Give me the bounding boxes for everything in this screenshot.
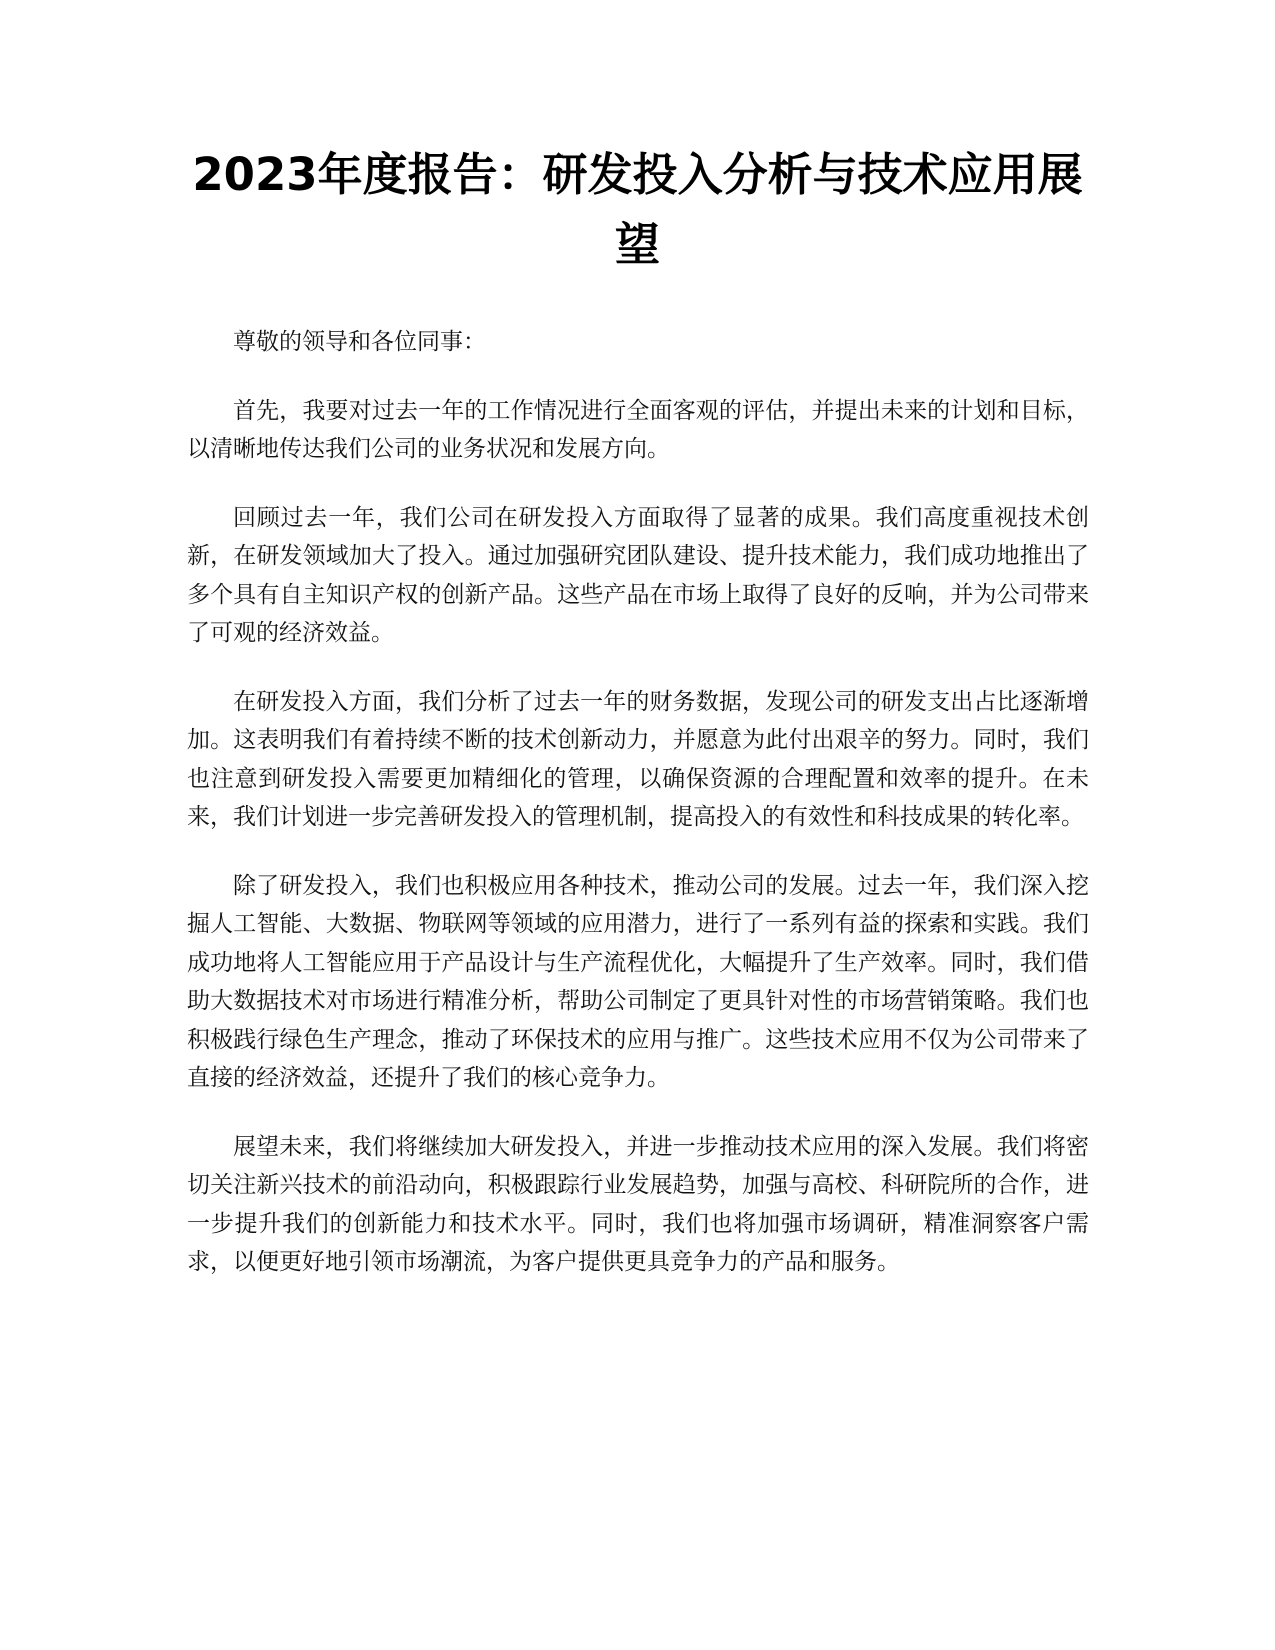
- intro-paragraph: 首先，我要对过去一年的工作情况进行全面客观的评估，并提出未来的计划和目标，以清晰地传达我们公司的业务状况和发展方向。: [187, 397, 1089, 462]
- review-paragraph: 回顾过去一年，我们公司在研发投入方面取得了显著的成果。我们高度重视技术创新，在研发领域加大了投入。通过加强研究团队建设、提升技术能力，我们成功地推出了多个具有自主知识产权的创新产品。这些产品在市场上取得了良好的反响，并为公司带来了可观的经济效益。: [187, 504, 1089, 646]
- document-title: 2023年度报告：研发投入分析与技术应用展望: [192, 148, 1083, 271]
- document-body: [187, 323, 1089, 1312]
- salutation-paragraph: 尊敬的领导和各位同事：: [233, 329, 486, 355]
- outlook-paragraph: 展望未来，我们将继续加大研发投入，并进一步推动技术应用的深入发展。我们将密切关注新兴技术的前沿动向，积极跟踪行业发展趋势，加强与高校、科研院所的合作，进一步提升我们的创新能力和技术水平。同时，我们也将加强市场调研，精准洞察客户需求，以便更好地引领市场潮流，为客户提供更具竞争力的产品和服务。: [187, 1133, 1089, 1275]
- technology-application-paragraph: 除了研发投入，我们也积极应用各种技术，推动公司的发展。过去一年，我们深入挖掘人工智能、大数据、物联网等领域的应用潜力，进行了一系列有益的探索和实践。我们成功地将人工智能应用于产品设计与生产流程优化，大幅提升了生产效率。同时，我们借助大数据技术对市场进行精准分析，帮助公司制定了更具针对性的市场营销策略。我们也积极践行绿色生产理念，推动了环保技术的应用与推广。这些技术应用不仅为公司带来了直接的经济效益，还提升了我们的核心竞争力。: [187, 872, 1089, 1091]
- rd-investment-paragraph: 在研发投入方面，我们分析了过去一年的财务数据，发现公司的研发支出占比逐渐增加。这表明我们有着持续不断的技术创新动力，并愿意为此付出艰辛的努力。同时，我们也注意到研发投入需要更加精细化的管理，以确保资源的合理配置和效率的提升。在未来，我们计划进一步完善研发投入的管理机制，提高投入的有效性和科技成果的转化率。: [187, 688, 1089, 830]
